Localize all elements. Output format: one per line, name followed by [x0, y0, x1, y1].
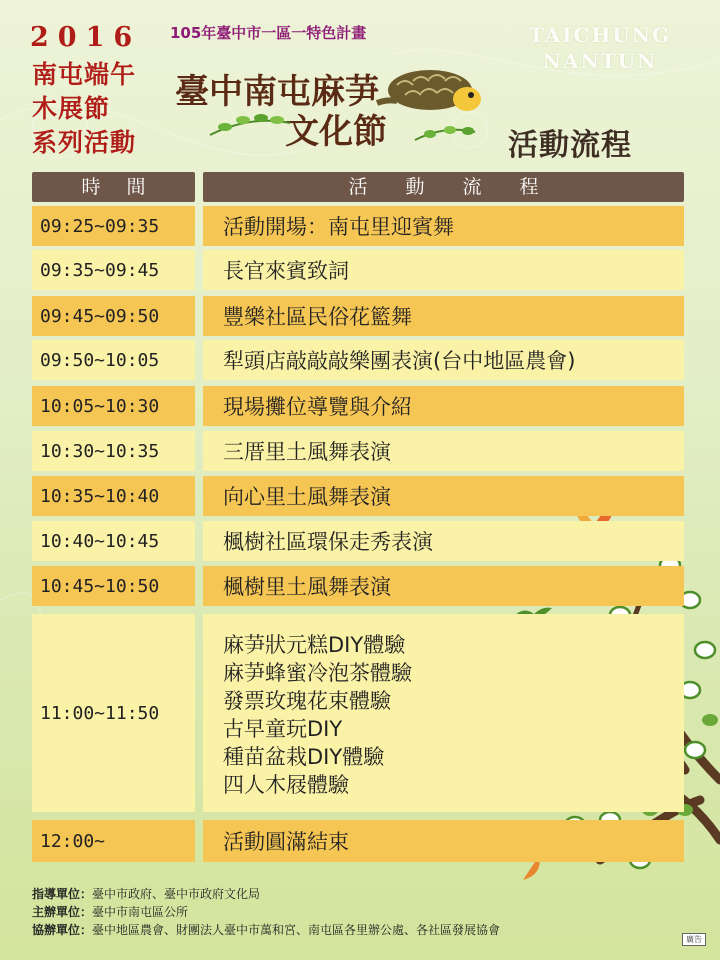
activity-line: 古早童玩DIY [223, 717, 343, 741]
credit-value: 臺中市政府、臺中市政府文化局 [92, 887, 261, 901]
activity-line: 活動圓滿結束 [223, 830, 349, 854]
time-cell: 10:35~10:40 [32, 476, 195, 516]
time-column-header: 時間 [32, 172, 195, 202]
activity-line: 向心里土風舞表演 [223, 485, 391, 509]
brand-line: TAICHUNG [528, 23, 672, 47]
series-line: 南屯端午 [32, 60, 137, 89]
activity-line: 現場攤位導覽與介紹 [223, 395, 412, 419]
festival-title-line: 文化節 [285, 112, 387, 152]
activity-cell [203, 250, 684, 290]
leaf-sprig [410, 120, 480, 150]
festival-title-line: 臺中南屯麻芛 [175, 72, 379, 112]
activity-line: 三厝里土風舞表演 [223, 440, 391, 464]
activity-cell [203, 614, 684, 812]
activity-line: 長官來賓致詞 [223, 259, 349, 283]
year-label: 2016 [30, 22, 142, 53]
activity-cell [203, 340, 684, 380]
time-cell: 12:00~ [32, 820, 195, 862]
activity-cell [203, 476, 684, 516]
time-cell: 11:00~11:50 [32, 614, 195, 812]
credit-value: 臺中市南屯區公所 [92, 905, 189, 919]
activity-column-header: 活動流程 [203, 172, 684, 202]
activity-line: 犁頭店敲敲敲樂團表演(台中地區農會) [223, 349, 576, 373]
activity-line: 楓樹社區環保走秀表演 [223, 530, 433, 554]
ad-badge: 廣告 [682, 933, 706, 946]
leaf-sprig [205, 105, 295, 145]
activity-cell [203, 521, 684, 561]
activity-line: 麻芛狀元糕DIY體驗 [223, 633, 406, 657]
time-cell: 09:25~09:35 [32, 206, 195, 246]
time-cell: 10:45~10:50 [32, 566, 195, 606]
credit-value: 臺中地區農會、財團法人臺中市萬和宮、南屯區各里辦公處、各社區發展協會 [92, 923, 501, 937]
activity-cell [203, 431, 684, 471]
brand-line: NANTUN [542, 49, 658, 73]
time-cell: 09:45~09:50 [32, 296, 195, 336]
activity-line: 楓樹里土風舞表演 [223, 575, 391, 599]
credit-label: 指導單位： [32, 887, 93, 901]
brand-watermark [500, 22, 700, 74]
pangolin-illustration [375, 55, 485, 125]
activity-line: 活動開場：南屯里迎賓舞 [223, 215, 454, 239]
credit-line-guidance [32, 885, 500, 903]
activity-line: 種苗盆栽DIY體驗 [223, 745, 385, 769]
activity-line: 發票玫瑰花束體驗 [223, 689, 391, 713]
activity-cell [203, 820, 684, 862]
activity-line: 豐樂社區民俗花籃舞 [223, 305, 412, 329]
activity-line: 四人木屐體驗 [223, 773, 349, 797]
activity-line: 麻芛蜂蜜冷泡茶體驗 [223, 661, 412, 685]
series-line: 木展節 [32, 94, 111, 123]
credit-line-coorganizer [32, 921, 500, 939]
activity-cell [203, 206, 684, 246]
time-cell: 10:05~10:30 [32, 386, 195, 426]
activity-cell [203, 386, 684, 426]
series-line: 系列活動 [32, 128, 137, 157]
series-title [32, 58, 162, 160]
time-cell: 09:50~10:05 [32, 340, 195, 380]
activity-cell [203, 566, 684, 606]
time-cell: 10:40~10:45 [32, 521, 195, 561]
credits [32, 885, 500, 939]
activity-cell [203, 296, 684, 336]
plan-subtitle: 105年臺中市一區一特色計畫 [170, 24, 367, 42]
time-cell: 09:35~09:45 [32, 250, 195, 290]
time-cell: 10:30~10:35 [32, 431, 195, 471]
credit-label: 協辦單位： [32, 923, 93, 937]
credit-line-organizer [32, 903, 500, 921]
credit-label: 主辦單位： [32, 905, 93, 919]
schedule-title: 活動流程 [508, 128, 632, 163]
